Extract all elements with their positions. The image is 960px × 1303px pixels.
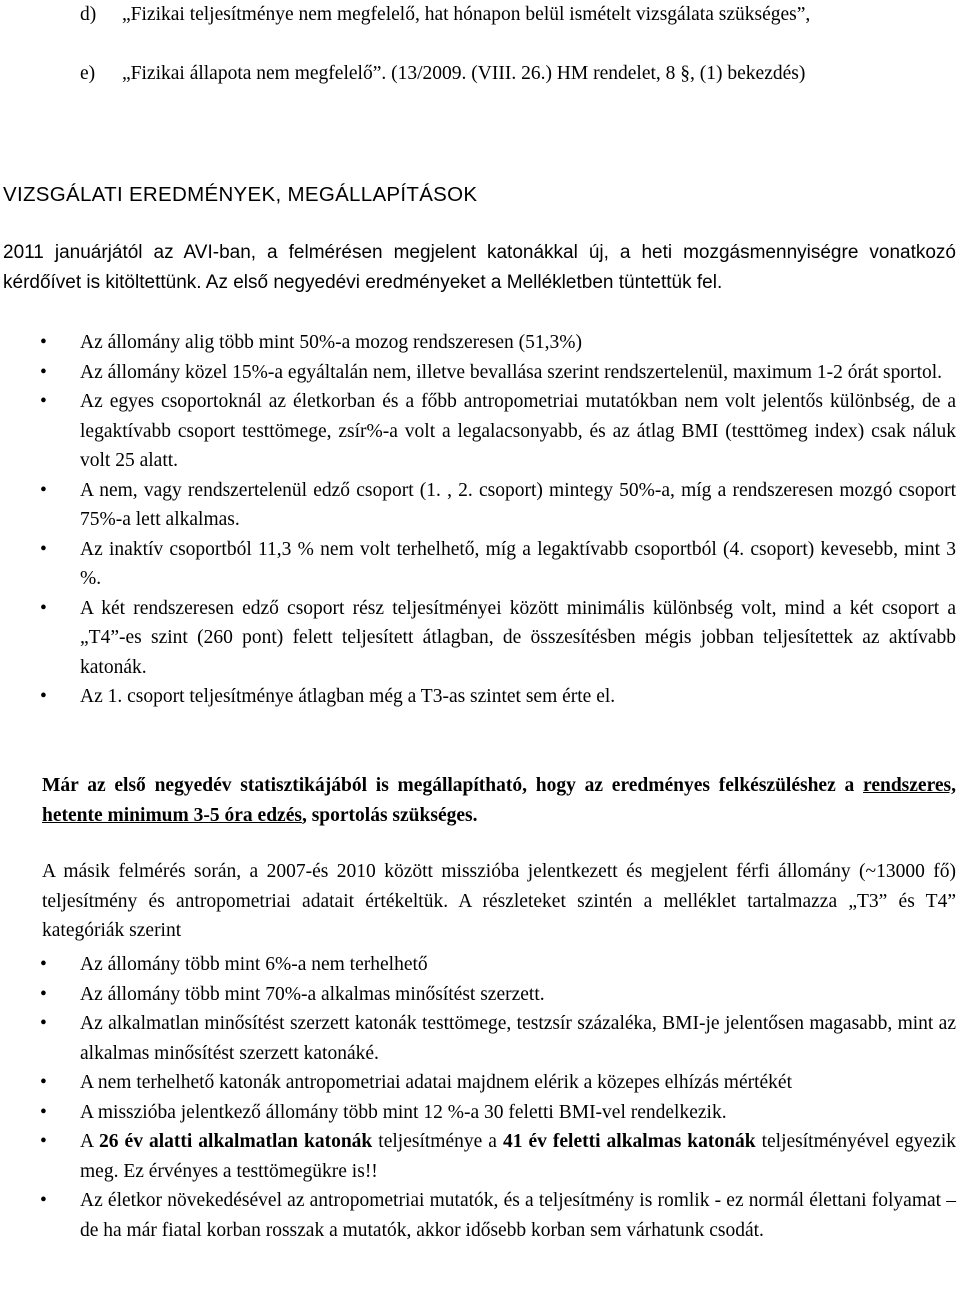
bullet-icon: • xyxy=(40,538,47,560)
bullet-icon: • xyxy=(40,332,47,353)
list-item-text: Az állomány több mint 70%-a alkalmas minősítést szerzett. xyxy=(80,983,545,1005)
list-item-text: Az alkalmatlan minősítést szerzett katonák testtömege, testzsír százaléka, BMI-je jelentősen magasabb, mint az alkalmas minősítést szerzett katonáké. xyxy=(80,1013,956,1064)
list-item xyxy=(38,1098,956,1128)
bullet-icon: • xyxy=(40,1190,47,1211)
section-heading: VIZSGÁLATI EREDMÉNYEK, MEGÁLLAPÍTÁSOK xyxy=(3,183,478,206)
bullet-icon: • xyxy=(40,597,47,619)
bullet-icon: • xyxy=(40,954,47,975)
list-item-text: Az életkor növekedésével az antropometriai mutatók, és a teljesítmény is romlik - ez normál élettani folyamat – de ha már fiatal korban rosszak a mutatók, akkor idősebb korban sem várhatunk csodát. xyxy=(80,1190,956,1241)
list-item xyxy=(38,1009,956,1068)
bullet-icon: • xyxy=(40,479,47,501)
list-marker-e: e) xyxy=(80,63,96,84)
list-item-text: Az inaktív csoportból 11,3 % nem volt terhelhető, míg a legaktívabb csoportból (4. csoport) kevesebb, mint 3 %. xyxy=(80,538,956,589)
bold-run-over-41: 41 év feletti alkalmas katonák xyxy=(502,1131,756,1152)
bullet-icon: • xyxy=(40,1131,47,1152)
list-item xyxy=(38,358,956,388)
list-item xyxy=(38,1127,956,1186)
list-text-d: „Fizikai teljesítménye nem megfelelő, hat hónapon belül ismételt vizsgálata szükséges”, xyxy=(122,4,811,25)
intro-paragraph: 2011 januárjától az AVI-ban, a felmérésen megjelent katonákkal új, a heti mozgásmennyiségre vonatkozó kérdőívet is kitöltettünk. Az első negyedévi eredményeket a Mellékletben tüntettük fel. xyxy=(3,242,956,293)
bullet-icon: • xyxy=(40,686,47,707)
bullet-icon: • xyxy=(40,1013,47,1034)
conclusion-text: , sportolás szükséges. xyxy=(301,804,478,826)
list-item-d xyxy=(80,0,956,30)
bullet-icon: • xyxy=(40,391,47,412)
list-item-text: Az 1. csoport teljesítménye átlagban még a T3-as szintet sem érte el. xyxy=(80,686,616,707)
text-run: teljesítményével egyezik meg. Ez érvényes a testtömegükre is!! xyxy=(80,1131,957,1182)
list-item xyxy=(38,476,956,535)
list-item-text: A két rendszeresen edző csoport rész teljesítményei között minimális különbség volt, mind a két csoport a „T4”-es szint (260 pont) felett teljesített átlagban, de összesítésben mégis jobban teljesítettek az aktívabb katonák. xyxy=(80,597,956,678)
bullet-icon: • xyxy=(40,983,47,1005)
text-run: A xyxy=(80,1131,100,1152)
second-survey-paragraph: A másik felmérés során, a 2007-és 2010 között misszióba jelentkezett és megjelent férfi állomány (~13000 fő) teljesítmény és antropometriai adatait értékeltük. A részleteket szintén a melléklet tartalmazza „T3” és T4” kategóriák szerint xyxy=(42,861,956,941)
conclusion-text: Már az első negyedév statisztikájából is megállapítható, hogy az eredményes felkészüléshez a xyxy=(42,775,864,796)
list-item xyxy=(38,682,956,712)
list-item xyxy=(38,387,956,476)
list-item xyxy=(38,535,956,594)
bullet-icon: • xyxy=(40,361,47,383)
list-item-text: Az állomány közel 15%-a egyáltalán nem, illetve bevallása szerint rendszertelenül, maximum 1-2 órát sportol. xyxy=(80,361,943,383)
list-item-text: A nem, vagy rendszertelenül edző csoport (1. , 2. csoport) mintegy 50%-a, míg a rendszeresen mozgó csoport 75%-a lett alkalmas. xyxy=(80,479,956,530)
list-item xyxy=(38,980,956,1010)
mission-bullet-list xyxy=(38,950,956,1245)
list-item xyxy=(38,1186,956,1245)
list-text-e: „Fizikai állapota nem megfelelő”. (13/2009. (VIII. 26.) HM rendelet, 8 §, (1) bekezdés) xyxy=(122,63,806,84)
list-item xyxy=(38,950,956,980)
list-item-text: A nem terhelhető katonák antropometriai adatai majdnem elérik a közepes elhízás mértékét xyxy=(80,1072,792,1093)
conclusion-underlined-weekly-minimum: hetente minimum 3-5 óra edzés xyxy=(42,804,302,826)
text-run: teljesítménye a xyxy=(372,1131,503,1152)
bold-run-under-26: 26 év alatti alkalmatlan katonák xyxy=(99,1131,373,1152)
list-item-text: A misszióba jelentkező állomány több mint 12 %-a 30 feletti BMI-vel rendelkezik. xyxy=(80,1101,727,1123)
list-item-e xyxy=(80,59,956,89)
bullet-icon: • xyxy=(40,1101,47,1123)
bullet-icon: • xyxy=(40,1072,47,1093)
list-item xyxy=(38,328,956,358)
list-item-text: Az állomány több mint 6%-a nem terhelhető xyxy=(80,954,428,975)
conclusion-underlined-regular: rendszeres, xyxy=(863,775,956,796)
list-marker-d: d) xyxy=(80,4,97,25)
list-item xyxy=(38,594,956,683)
list-item-text: Az egyes csoportoknál az életkorban és a főbb antropometriai mutatókban nem volt jelentős különbség, de a legaktívabb csoport testtömege, zsír%-a volt a legalacsonyabb, és az átlag BMI (testtömeg index) csak náluk volt 25 alatt. xyxy=(80,391,956,471)
list-item-text: Az állomány alig több mint 50%-a mozog rendszeresen (51,3%) xyxy=(80,332,582,353)
list-item xyxy=(38,1068,956,1098)
results-bullet-list xyxy=(38,328,956,712)
conclusion-paragraph xyxy=(42,771,956,830)
list-item-text xyxy=(80,1131,956,1182)
